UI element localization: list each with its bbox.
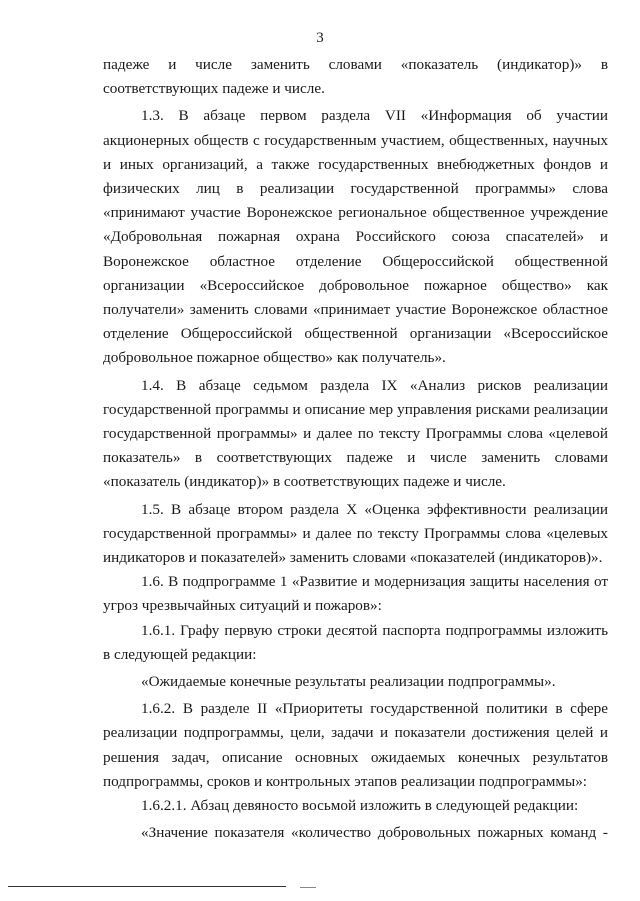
document-body <box>103 53 608 846</box>
paragraph-1-5: 1.5. В абзаце втором раздела X «Оценка эффективности реализации государственной программы» и далее по тексту Программы слова «целевых индикаторов и показателей» заменить словами «показателей (индикаторов)». <box>103 500 608 567</box>
paragraph-1-3: 1.3. В абзаце первом раздела VII «Информация об участии акционерных обществ с государственным участием, общественных, научных и иных организаций, а также государственных внебюджетных фондов и физических лиц в реализации государственной программы» слова «принимают участие Воронежское региональное общественное учреждение «Добровольная пожарная охрана Российского союза спасателей» и Воронежское областное отделение Общероссийской общественной организации «Всероссийское добровольное пожарное общество» как получатели» заменить словами «принимает участие Воронежское областное отделение Общероссийской общественной организации «Всероссийское добровольное пожарное общество» как получатель». <box>103 107 608 367</box>
page-number: 3 <box>316 30 324 46</box>
paragraph-1-6-2: 1.6.2. В разделе II «Приоритеты государственной политики в сфере реализации подпрограммы, цели, задачи и показатели достижения целей и решения задач, описание основных ожидаемых конечных результатов подпрограммы, сроков и контрольных этапов реализации подпрограммы»: <box>103 700 608 790</box>
paragraph-1-4: 1.4. В абзаце седьмом раздела IX «Анализ рисков реализации государственной программы и описание мер управления рисками реализации государственной программы» и далее по тексту Программы слова «целевой показатель» в соответствующих падеже и числе заменить словами «показатель (индикатор)» в соответствующих падеже и числе. <box>103 376 608 491</box>
paragraph-1-6-1: 1.6.1. Графу первую строки десятой паспорта подпрограммы изложить в следующей редакции: <box>103 621 608 663</box>
bottom-rule <box>8 886 286 887</box>
paragraph-1-6: 1.6. В подпрограмме 1 «Развитие и модернизация защиты населения от угроз чрезвычайных ситуаций и пожаров»: <box>103 573 608 615</box>
paragraph-quote-results: «Ожидаемые конечные результаты реализации подпрограммы». <box>141 673 556 691</box>
bottom-rule-fragment <box>300 887 316 888</box>
paragraph-continuation: падеже и числе заменить словами «показатель (индикатор)» в соответствующих падеже и числе. <box>103 56 608 98</box>
paragraph-1-6-2-1: 1.6.2.1. Абзац девяносто восьмой изложить в следующей редакции: <box>141 797 579 815</box>
paragraph-quote-indicator: «Значение показателя «количество добровольных пожарных команд - <box>141 824 608 842</box>
